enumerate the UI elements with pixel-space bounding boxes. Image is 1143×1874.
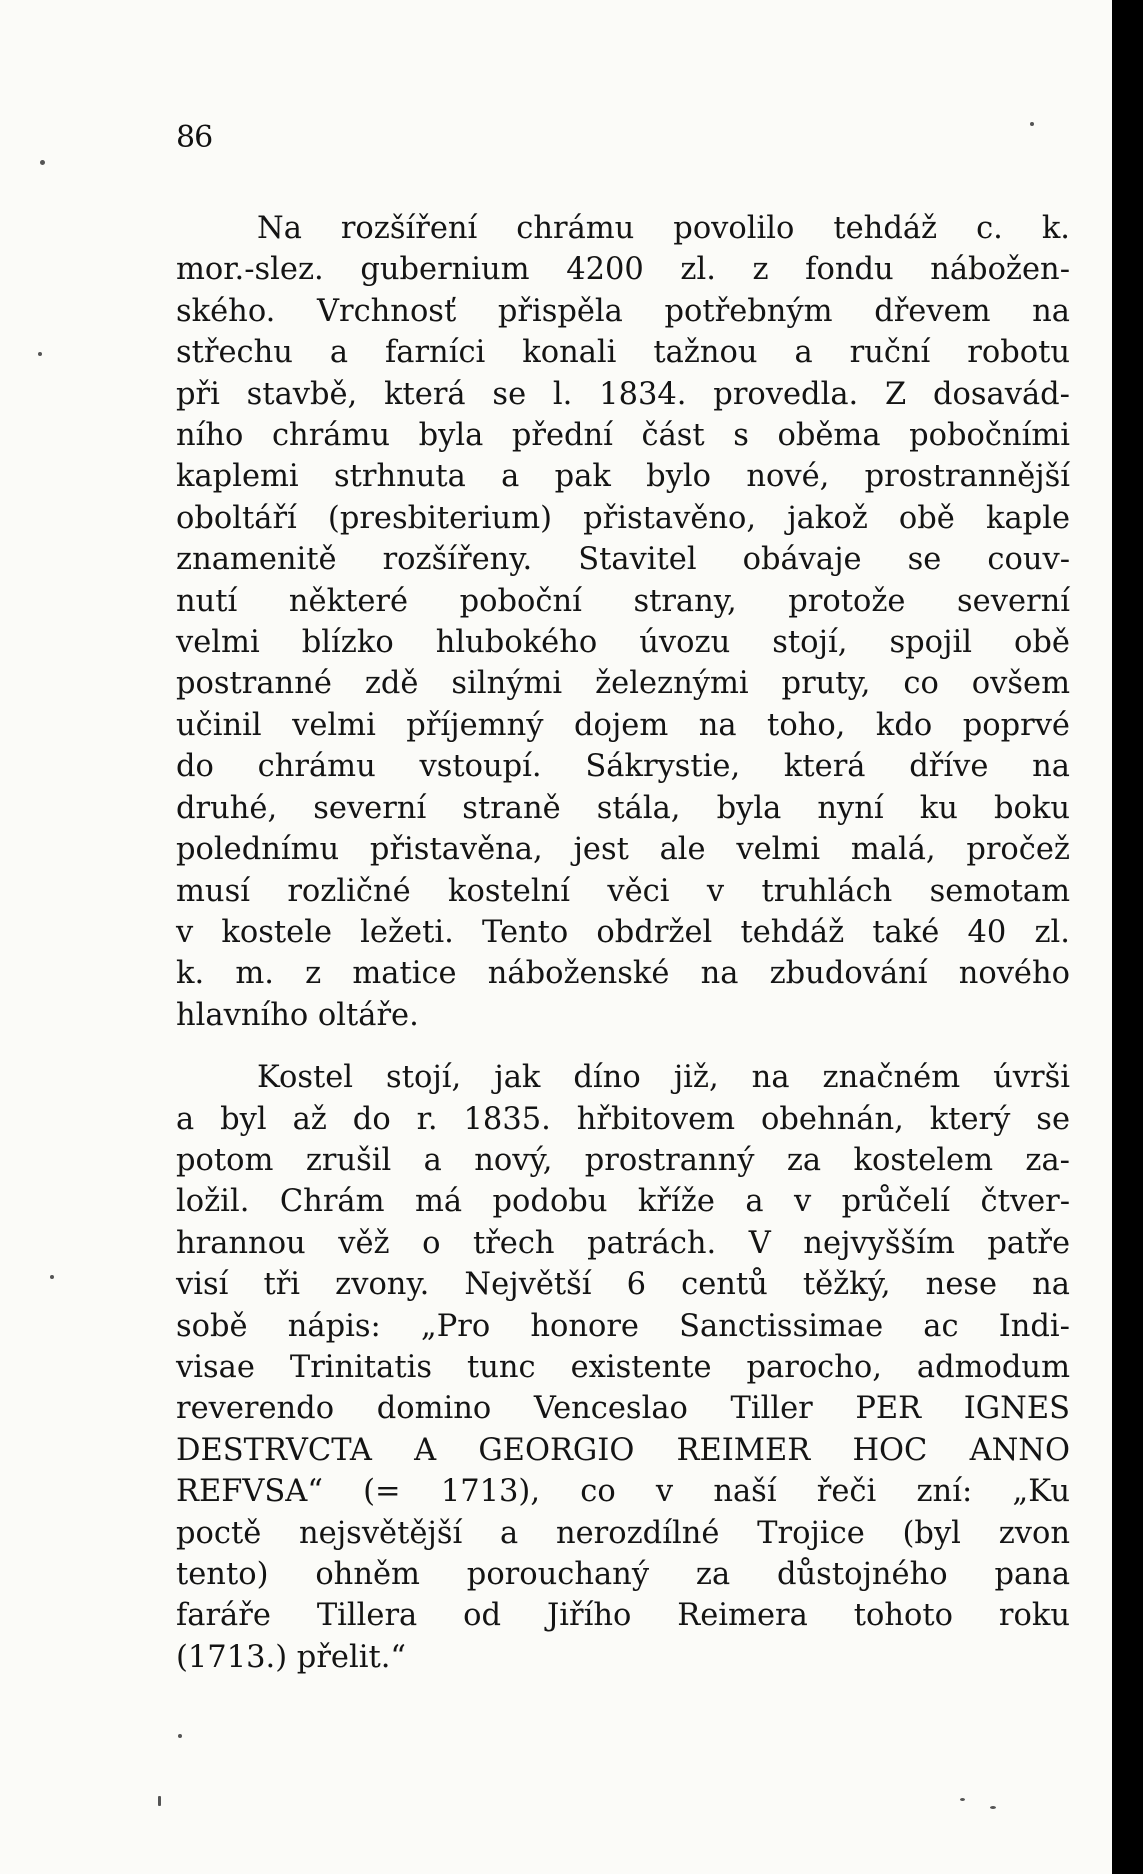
text-line: DESTRVCTA A GEORGIO REIMER HOC ANNO — [176, 1432, 1070, 1468]
page-number: 86 — [176, 120, 213, 155]
text-line: velmi blízko hlubokého úvozu stojí, spojil obě — [176, 625, 1070, 661]
text-line: mor.-slez. gubernium 4200 zl. z fondu nábožen- — [176, 252, 1070, 288]
print-speck — [178, 1734, 182, 1738]
print-speck — [1030, 122, 1034, 126]
text-line: oboltáří (presbiterium) přistavěno, jakož obě kaple — [176, 500, 1070, 536]
print-speck — [38, 352, 42, 356]
text-line: hlavního oltáře. — [176, 997, 419, 1033]
text-line: znamenitě rozšířeny. Stavitel obávaje se couv- — [176, 542, 1070, 578]
text-line: ského. Vrchnosť přispěla potřebným dřevem na — [176, 293, 1070, 329]
text-line: Kostel stojí, jak díno již, na značném úvrši — [257, 1060, 1070, 1096]
print-speck — [50, 1275, 54, 1279]
text-line: druhé, severní straně stála, byla nyní ku boku — [176, 790, 1070, 826]
scan-edge — [1112, 0, 1143, 1874]
text-line: poctě nejsvětější a nerozdílné Trojice (byl zvon — [176, 1515, 1070, 1551]
text-line: sobě nápis: „Pro honore Sanctissimae ac Indi- — [176, 1308, 1070, 1344]
text-line: kaplemi strhnuta a pak bylo nové, prostrannější — [176, 459, 1070, 495]
print-speck — [158, 1796, 161, 1806]
text-line: visí tři zvony. Největší 6 centů těžký, nese na — [176, 1267, 1070, 1303]
print-speck — [40, 160, 45, 165]
text-line: reverendo domino Venceslao Tiller PER IGNES — [176, 1391, 1070, 1427]
text-line: Na rozšíření chrámu povolilo tehdáž c. k. — [257, 211, 1070, 246]
text-line: ložil. Chrám má podobu kříže a v průčelí čtver- — [176, 1184, 1070, 1220]
text-line: do chrámu vstoupí. Sákrystie, která dříve na — [176, 749, 1070, 785]
print-speck — [960, 1798, 965, 1801]
text-line: hrannou věž o třech patrách. V nejvyšším patře — [176, 1225, 1070, 1261]
text-line: tento) ohněm porouchaný za důstojného pana — [176, 1557, 1070, 1592]
text-line: ního chrámu byla přední část s oběma pobočními — [176, 418, 1070, 454]
paragraph-1 — [176, 208, 1070, 1036]
text-line: (1713.) přelit.“ — [176, 1639, 407, 1675]
text-line: REFVSA“ (= 1713), co v naší řeči zní: „Ku — [176, 1474, 1070, 1510]
text-line: polednímu přistavěna, jest ale velmi malá, pročež — [176, 832, 1070, 868]
text-line: postranné zdě silnými železnými pruty, co ovšem — [176, 666, 1070, 702]
text-line: nutí některé poboční strany, protože severní — [176, 583, 1070, 619]
text-line: faráře Tillera od Jiřího Reimera tohoto roku — [176, 1598, 1070, 1634]
text-line: a byl až do r. 1835. hřbitovem obehnán, který se — [176, 1101, 1070, 1137]
text-line: střechu a farníci konali tažnou a ruční robotu — [176, 335, 1070, 371]
body-text — [176, 208, 1070, 1678]
text-line: v kostele ležeti. Tento obdržel tehdáž také 40 zl. — [176, 914, 1070, 950]
text-line: učinil velmi příjemný dojem na toho, kdo poprvé — [176, 707, 1070, 743]
paragraph-gap — [176, 1036, 1070, 1057]
print-speck — [990, 1806, 996, 1809]
text-line: při stavbě, která se l. 1834. provedla. Z dosavád- — [176, 376, 1070, 412]
paragraph-2 — [176, 1057, 1070, 1678]
text-line: musí rozličné kostelní věci v truhlách semotam — [176, 873, 1070, 909]
text-line: k. m. z matice náboženské na zbudování nového — [176, 956, 1070, 992]
text-line: visae Trinitatis tunc existente parocho, admodum — [176, 1349, 1070, 1385]
text-line: potom zrušil a nový, prostranný za kostelem za- — [176, 1142, 1070, 1178]
